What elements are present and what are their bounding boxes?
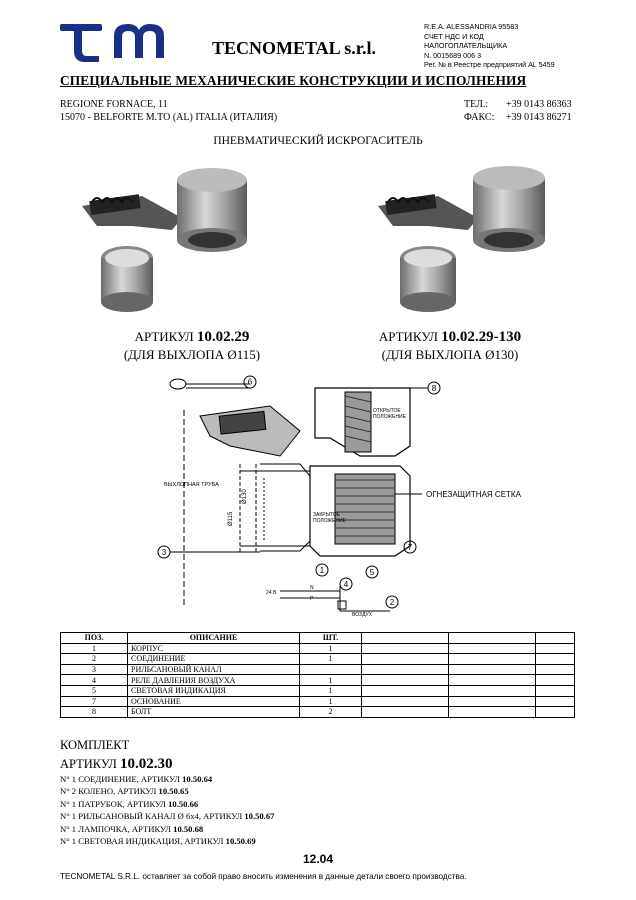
company-subtitle: СПЕЦИАЛЬНЫЕ МЕХАНИЧЕСКИЕ КОНСТРУКЦИИ И ИСПОЛНЕНИЯ [60,73,527,88]
cell-empty [449,685,536,696]
kit-heading: КОМПЛЕКТ [60,738,130,752]
kit-code: 10.02.30 [119,756,173,772]
parts-table [60,632,575,718]
cell-empty [449,643,536,654]
fax-label: ФАКС: [464,112,495,123]
cell-empty [536,654,575,665]
article-desc: (ДЛЯ ВЫХЛОПА Ø115) [123,347,261,362]
reg-line: R.E.A. ALESSANDRIA 95583 [424,22,519,31]
company-name: TECNOMETAL s.r.l. [212,38,377,58]
cell-qty [300,664,362,675]
tecnometal-logo [60,22,178,62]
cell-desc: РИЛЬСАНОВЫЙ КАНАЛ [128,664,300,675]
cell-empty [536,707,575,718]
cell-pos: 2 [61,654,128,665]
cell-empty [536,696,575,707]
cell-empty [449,654,536,665]
label-closed-2: ПОЛОЖЕНИЕ [313,518,346,524]
label-closed-1: ЗАКРЫТОЕ [313,512,341,518]
cell-empty [362,643,449,654]
kit-article [60,756,172,773]
kit-item-text: N° 1 ЛАМПОЧКА, АРТИКУЛ [60,823,174,834]
cell-empty [362,696,449,707]
reg-line: Рег. № в Реестре предприятий AL 5459 [424,60,555,70]
cell-desc: СОЕДИНЕНИЕ [128,654,300,665]
product-label-2 [335,328,565,363]
product-photo-2 [368,158,558,318]
kit-item-code: 10.50.66 [168,798,199,809]
address [60,98,277,124]
col-empty [449,633,536,644]
kit-item [60,835,274,847]
cell-empty [362,664,449,675]
article-desc: (ДЛЯ ВЫХЛОПА Ø130) [381,347,519,362]
cell-qty: 1 [300,696,362,707]
table-row [61,696,575,707]
table-row [61,685,575,696]
kit-item [60,810,274,822]
label-n: N [310,585,314,591]
footer-disclaimer: TECNOMETAL S.R.L. оставляет за собой право вносить изменения в данные детали своего производства. [60,872,467,881]
callout-5: 5 [369,568,375,577]
page-number: 12.04 [302,852,334,866]
label-flame-mesh: ОГНЕЗАЩИТНАЯ СЕТКА [426,490,521,499]
reg-line: N. 0015689 006 3 [424,50,482,60]
kit-item [60,823,274,835]
table-row [61,707,575,718]
callout-8: 8 [431,384,437,393]
tel-value: +39 0143 86363 [506,99,572,110]
cell-empty [536,675,575,686]
cell-empty [449,675,536,686]
product-photo-1 [72,158,262,318]
kit-item-text: N° 1 СОЕДИНЕНИЕ, АРТИКУЛ [60,774,183,784]
cell-pos: 4 [61,675,128,686]
kit-items [60,773,274,847]
cell-empty [362,685,449,696]
callout-6: 6 [247,377,253,387]
cell-desc: РЕЛЕ ДАВЛЕНИЯ ВОЗДУХА [128,675,300,686]
cell-desc: КОРПУС [128,643,300,654]
registration-info [424,22,555,70]
reg-line: НАЛОГОПЛАТЕЛЬЩИКА [424,41,508,51]
callout-3: 3 [161,548,167,557]
table-row [61,654,575,665]
kit-item [60,785,274,797]
cell-pos: 3 [61,664,128,675]
cell-empty [536,685,575,696]
table-row [61,664,575,675]
label-exhaust-pipe: ВЫХЛОПНАЯ ТРУБА [164,482,219,488]
address-line: REGIONE FORNACE, 11 [60,99,168,110]
label-p: P [310,596,314,602]
cell-empty [449,707,536,718]
kit-item-code: 10.50.68 [173,823,204,834]
callout-1: 1 [319,566,325,575]
cell-qty: 1 [300,643,362,654]
cell-empty [536,643,575,654]
cell-pos: 5 [61,685,128,696]
cell-desc: ОСНОВАНИЕ [128,696,300,707]
callout-7: 7 [407,543,413,552]
callout-2: 2 [389,598,395,607]
kit-item-code: 10.50.64 [182,774,213,784]
cell-empty [449,696,536,707]
kit-item-text: N° 1 СВЕТОВАЯ ИНДИКАЦИЯ, АРТИКУЛ [60,836,226,847]
col-pos-header: ПОЗ. [61,633,128,644]
kit-item-code: 10.50.69 [225,836,256,847]
kit-prefix: АРТИКУЛ [60,757,117,771]
article-prefix: АРТИКУЛ [378,329,438,344]
kit-item-code: 10.50.65 [158,786,189,797]
cell-empty [449,664,536,675]
kit-item [60,798,274,810]
article-code: 10.02.29-130 [441,329,522,345]
kit-item-code: 10.50.67 [244,811,275,822]
contact-info [464,98,572,124]
cell-pos: 8 [61,707,128,718]
cell-qty: 2 [300,707,362,718]
technical-diagram [160,376,521,618]
table-header-row [61,633,575,644]
col-empty [536,633,575,644]
table-row [61,675,575,686]
col-qty-header: ШТ. [300,633,362,644]
label-dia-130: Ø130 [242,489,248,504]
cell-empty [536,664,575,675]
tel-label: ТЕЛ.: [464,99,489,110]
fax-value: +39 0143 86271 [506,112,572,123]
kit-item-text: N° 1 ПАТРУБОК, АРТИКУЛ [60,798,169,809]
cell-empty [362,707,449,718]
product-label-1 [77,328,307,363]
cell-qty: 1 [300,685,362,696]
cell-pos: 7 [61,696,128,707]
label-air: ВОЗДУХ [352,612,373,618]
cell-pos: 1 [61,643,128,654]
label-voltage: 24 В [266,590,277,596]
cell-empty [362,675,449,686]
kit-item [60,773,274,785]
address-line: 15070 - BELFORTE M.TO (AL) ITALIA (ИТАЛИЯ) [60,112,278,123]
document-title: ПНЕВМАТИЧЕСКИЙ ИСКРОГАСИТЕЛЬ [213,135,423,147]
cell-qty: 1 [300,654,362,665]
col-empty [362,633,449,644]
col-desc-header: ОПИСАНИЕ [128,633,300,644]
cell-empty [362,654,449,665]
label-open-2: ПОЛОЖЕНИЕ [373,414,406,420]
article-prefix: АРТИКУЛ [134,329,194,344]
label-dia-115: Ø115 [228,511,234,526]
label-open-1: ОТКРЫТОЕ [373,408,401,414]
kit-item-text: N° 2 КОЛЕНО, АРТИКУЛ [60,786,159,797]
kit-item-text: N° 1 РИЛЬСАНОВЫЙ КАНАЛ Ø 6x4, АРТИКУЛ [60,811,245,822]
cell-desc: СВЕТОВАЯ ИНДИКАЦИЯ [128,685,300,696]
cell-qty: 1 [300,675,362,686]
callout-4: 4 [343,580,349,589]
table-row [61,643,575,654]
article-code: 10.02.29 [196,329,250,345]
reg-line: СЧЕТ НДС И КОД [424,31,484,41]
cell-desc: БОЛТ [128,707,300,718]
